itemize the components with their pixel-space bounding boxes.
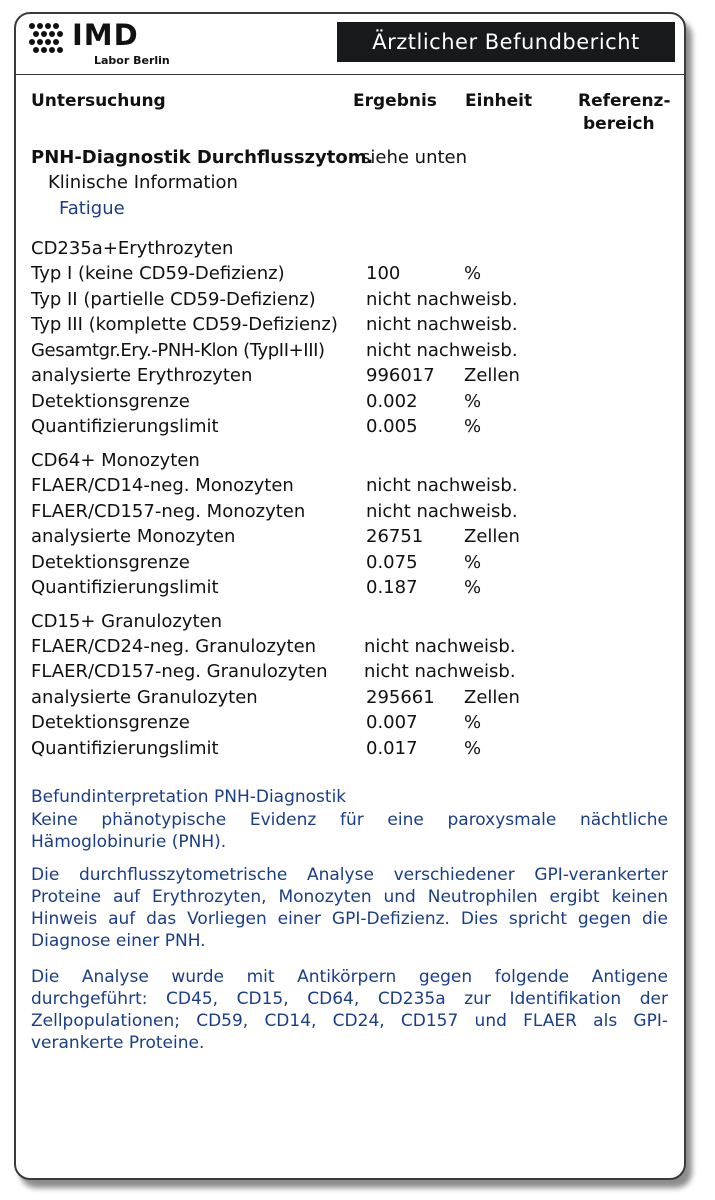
test-result: siehe unten [361,147,468,168]
row-label: Typ II (partielle CD59-Defizienz) [31,289,316,310]
row-label: Typ III (komplette CD59-Defizienz) [31,314,338,335]
clinical-info-label: Klinische Information [48,172,238,193]
row-value: nicht nachweisb. [364,661,516,682]
column-header-unit: Einheit [465,91,533,111]
logo-subtitle: Labor Berlin [94,54,170,67]
row-value: 100 [366,263,401,284]
row-label: FLAER/CD157-neg. Monozyten [31,501,306,522]
row-value: 996017 [366,365,435,386]
row-value: 0.005 [366,416,418,437]
column-header-reference-1: Referenz- [578,91,671,111]
row-label: Detektionsgrenze [31,712,190,733]
logo-dots-icon [28,22,68,58]
row-unit: % [464,712,482,733]
column-header-reference-2: bereich [583,114,655,134]
row-label: Detektionsgrenze [31,391,190,412]
row-value: 0.017 [366,738,418,759]
interpretation-paragraph-3: Die Analyse wurde mit Antikörpern gegen folgende Antigene durchgeführt: CD45, CD15, CD64, CD235a zur Identifikation der Zellpopulationen; CD59, CD14, CD24, CD157 und FLAER als GPI-verankerte Proteine. [31,967,668,1053]
row-label: Gesamtgr.Ery.-PNH-Klon (TypII+III) [31,340,325,361]
row-unit: % [464,416,482,437]
row-value: nicht nachweisb. [366,289,518,310]
column-header-result: Ergebnis [353,91,437,111]
row-label: Typ I (keine CD59-Defizienz) [31,263,285,284]
row-value: 0.187 [366,577,418,598]
row-label: FLAER/CD24-neg. Granulozyten [31,636,317,657]
row-value: 295661 [366,687,435,708]
row-label: Detektionsgrenze [31,552,190,573]
section-heading-monocytes: CD64+ Monozyten [31,450,200,471]
row-label: analysierte Monozyten [31,526,236,547]
row-label: analysierte Granulozyten [31,687,258,708]
row-label: Quantifizierungslimit [31,416,219,437]
clinical-info-value: Fatigue [59,198,125,219]
row-unit: Zellen [464,526,520,547]
row-label: Quantifizierungslimit [31,577,219,598]
column-header-test: Untersuchung [31,91,166,111]
row-unit: % [464,552,482,573]
row-label: FLAER/CD157-neg. Granulozyten [31,661,328,682]
row-value: nicht nachweisb. [366,475,518,496]
interpretation-paragraph-1: Keine phänotypische Evidenz für eine paroxysmale nächtliche Hämoglobinurie (PNH). [31,810,668,852]
row-value: 0.007 [366,712,418,733]
row-unit: % [464,577,482,598]
interpretation-paragraph-2: Die durchflusszytometrische Analyse verschiedener GPI-verankerter Proteine auf Erythrozyten, Monozyten und Neutrophilen ergibt keinen Hinweis auf das Vorliegen einer GPI-Defizienz. Dies spricht gegen die Diagnose einer PNH. [31,865,668,951]
row-label: FLAER/CD14-neg. Monozyten [31,475,294,496]
row-unit: Zellen [464,365,520,386]
row-label: analysierte Erythrozyten [31,365,253,386]
row-unit: % [464,391,482,412]
row-unit: % [464,263,482,284]
row-value: 26751 [366,526,424,547]
section-heading-granulocytes: CD15+ Granulozyten [31,611,222,632]
row-value: nicht nachweisb. [364,636,516,657]
row-value: 0.075 [366,552,418,573]
interpretation-heading: Befundinterpretation PNH-Diagnostik [31,787,347,807]
row-unit: % [464,738,482,759]
row-unit: Zellen [464,687,520,708]
row-value: nicht nachweisb. [366,314,518,335]
row-value: nicht nachweisb. [366,501,518,522]
row-value: nicht nachweisb. [366,340,518,361]
section-heading-erythrocytes: CD235a+Erythrozyten [31,238,234,259]
report-title: Ärztlicher Befundbericht [337,22,675,62]
row-value: 0.002 [366,391,418,412]
test-name: PNH-Diagnostik Durchflusszytom. [31,147,374,168]
header-divider [16,74,684,75]
row-label: Quantifizierungslimit [31,738,219,759]
imd-logo [28,20,178,68]
logo-name: IMD [72,18,139,52]
